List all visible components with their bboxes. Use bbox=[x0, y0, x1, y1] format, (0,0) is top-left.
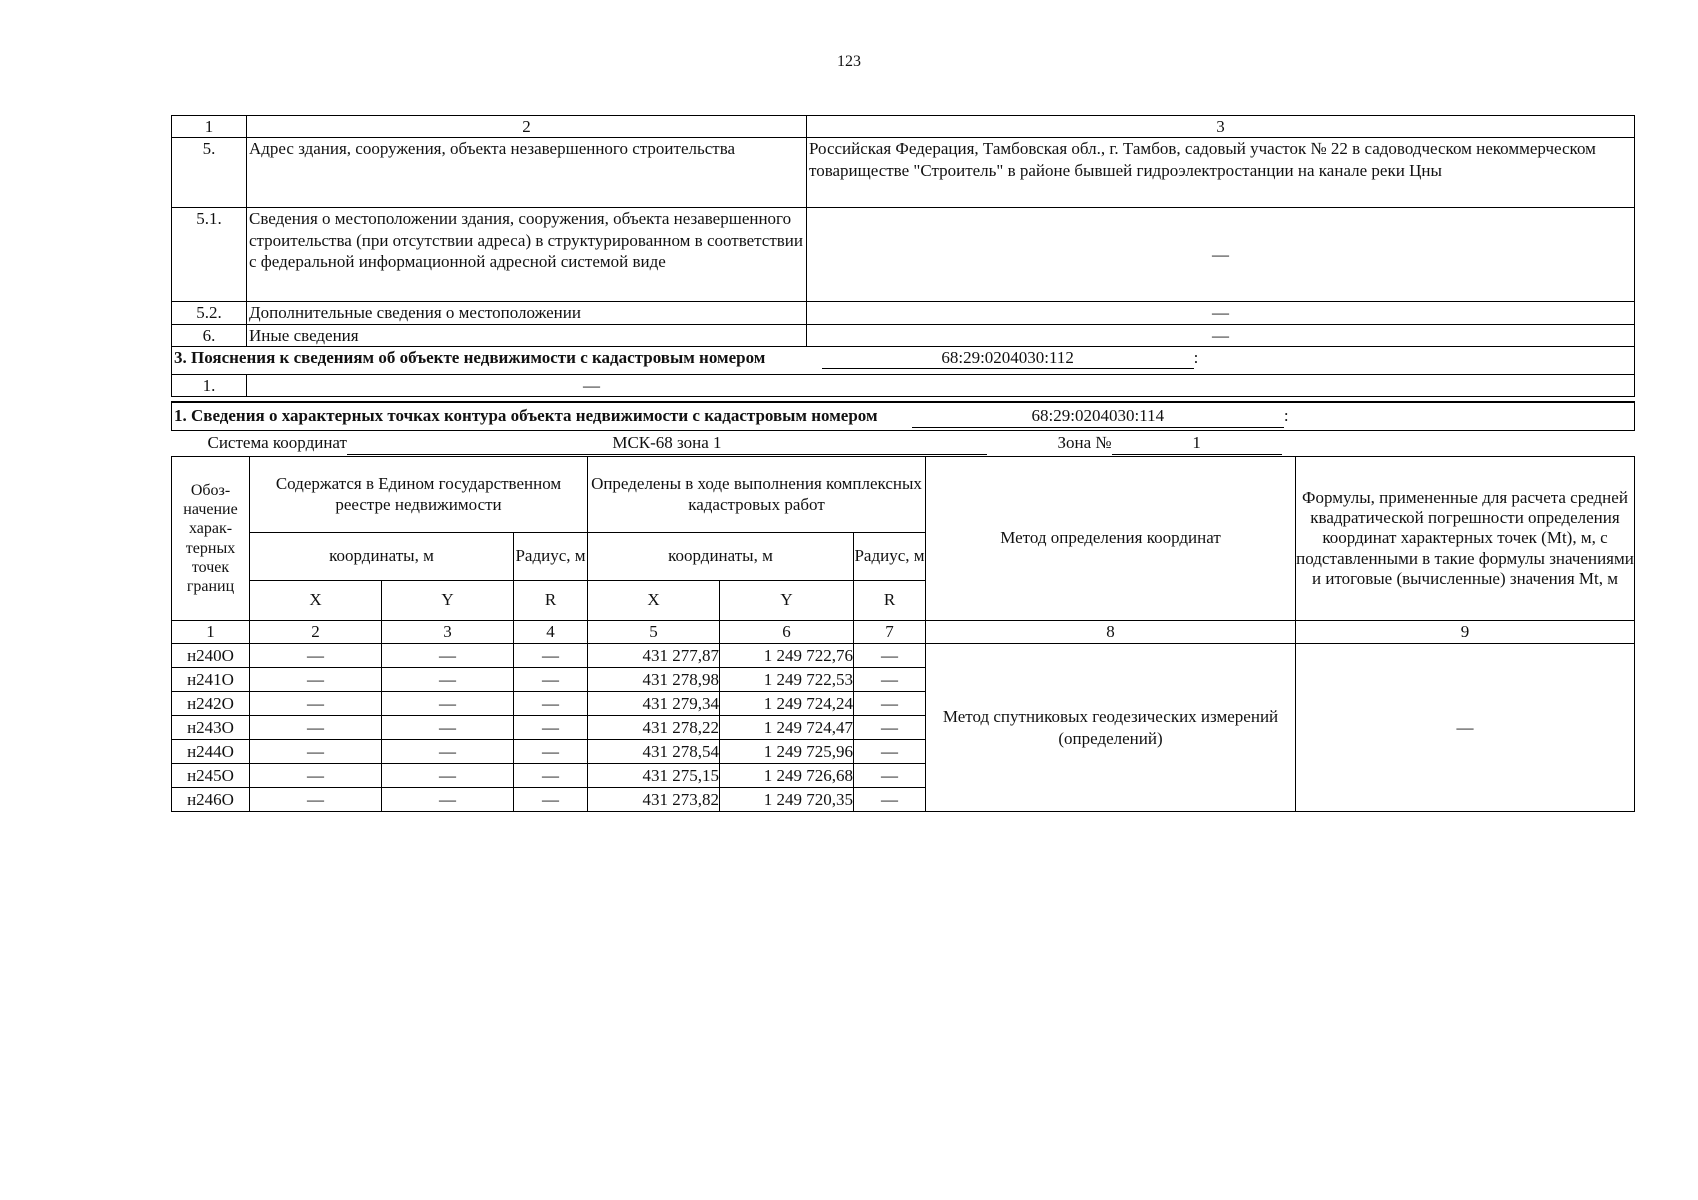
kkr-x: 431 277,87 bbox=[588, 644, 720, 668]
header-formula: Формулы, примененные для расчета средней квадратической погрешности определения координат характерных точек (Mt), м, с подставленными в такие формулы значениями и итоговые (вычисленные) значения Mt, м bbox=[1296, 457, 1635, 621]
section3-row bbox=[172, 374, 1635, 396]
header-r2: R bbox=[854, 581, 926, 621]
kkr-x: 431 278,22 bbox=[588, 716, 720, 740]
egrn-x: — bbox=[250, 740, 382, 764]
egrn-x: — bbox=[250, 788, 382, 812]
egrn-r: — bbox=[514, 692, 588, 716]
section1-title-row bbox=[172, 403, 1635, 431]
column-number-row bbox=[172, 116, 1635, 138]
row-label: Дополнительные сведения о местоположении bbox=[247, 302, 807, 324]
egrn-y: — bbox=[382, 644, 514, 668]
header-egrn: Содержатся в Едином государственном реестре недвижимости bbox=[250, 457, 588, 533]
kkr-x: 431 278,54 bbox=[588, 740, 720, 764]
row-num: 6. bbox=[172, 324, 247, 346]
colnum: 1 bbox=[172, 621, 250, 644]
coordinate-system-label: Система координат bbox=[207, 433, 347, 453]
kkr-x: 431 279,34 bbox=[588, 692, 720, 716]
coord-column-numbers bbox=[172, 621, 1635, 644]
kkr-x: 431 278,98 bbox=[588, 668, 720, 692]
row-num: 5.2. bbox=[172, 302, 247, 324]
header-method: Метод определения координат bbox=[926, 457, 1296, 621]
section1-suffix: : bbox=[1283, 406, 1289, 426]
col-num-1: 1 bbox=[172, 116, 247, 138]
colnum: 4 bbox=[514, 621, 588, 644]
row-value: Российская Федерация, Тамбовская обл., г. Тамбов, садовый участок № 22 в садоводческом некоммерческом товариществе "Строитель" в районе бывшей гидроэлектростанции на канале реки Цны bbox=[807, 138, 1635, 208]
point-id: н243О bbox=[172, 716, 250, 740]
header-egrn-coords: координаты, м bbox=[250, 533, 514, 581]
page-number: 123 bbox=[837, 53, 861, 70]
table-row bbox=[172, 644, 1635, 668]
coordinates-table bbox=[171, 402, 1635, 812]
egrn-r: — bbox=[514, 764, 588, 788]
coordinate-system-row bbox=[172, 431, 1635, 457]
kkr-r: — bbox=[854, 644, 926, 668]
colnum: 3 bbox=[382, 621, 514, 644]
kkr-r: — bbox=[854, 788, 926, 812]
egrn-r: — bbox=[514, 740, 588, 764]
egrn-x: — bbox=[250, 716, 382, 740]
zone-value: 1 bbox=[1112, 432, 1282, 454]
row-address bbox=[172, 138, 1635, 208]
section3-cadastral-number: 68:29:0204030:112 bbox=[822, 347, 1194, 369]
header-kkr-radius: Радиус, м bbox=[854, 533, 926, 581]
colnum: 2 bbox=[250, 621, 382, 644]
kkr-x: 431 273,82 bbox=[588, 788, 720, 812]
egrn-r: — bbox=[514, 788, 588, 812]
row-value: — bbox=[807, 302, 1635, 324]
formula-value: — bbox=[1296, 644, 1635, 812]
document-frame bbox=[171, 115, 1635, 812]
row-label: Иные сведения bbox=[247, 324, 807, 346]
header-egrn-radius: Радиус, м bbox=[514, 533, 588, 581]
colnum: 6 bbox=[720, 621, 854, 644]
egrn-y: — bbox=[382, 716, 514, 740]
header-x2: X bbox=[588, 581, 720, 621]
coordinate-system-cell bbox=[172, 431, 1635, 457]
method-value: Метод спутниковых геодезических измерений (определений) bbox=[926, 644, 1296, 812]
point-id: н240О bbox=[172, 644, 250, 668]
row-location bbox=[172, 208, 1635, 302]
header-y2: Y bbox=[720, 581, 854, 621]
egrn-x: — bbox=[250, 692, 382, 716]
colnum: 5 bbox=[588, 621, 720, 644]
kkr-x: 431 275,15 bbox=[588, 764, 720, 788]
section3-title-row bbox=[172, 346, 1635, 374]
point-id: н245О bbox=[172, 764, 250, 788]
address-table bbox=[171, 115, 1635, 397]
point-id: н246О bbox=[172, 788, 250, 812]
kkr-y: 1 249 725,96 bbox=[720, 740, 854, 764]
row-label: Адрес здания, сооружения, объекта незавершенного строительства bbox=[247, 138, 807, 208]
row-value: — bbox=[247, 374, 1635, 396]
header-x1: X bbox=[250, 581, 382, 621]
egrn-r: — bbox=[514, 644, 588, 668]
colnum: 9 bbox=[1296, 621, 1635, 644]
egrn-x: — bbox=[250, 644, 382, 668]
kkr-r: — bbox=[854, 692, 926, 716]
kkr-r: — bbox=[854, 764, 926, 788]
egrn-y: — bbox=[382, 668, 514, 692]
row-extra-location bbox=[172, 302, 1635, 324]
kkr-y: 1 249 724,47 bbox=[720, 716, 854, 740]
kkr-r: — bbox=[854, 716, 926, 740]
coordinate-system-value: МСК-68 зона 1 bbox=[347, 432, 987, 454]
col-num-3: 3 bbox=[807, 116, 1635, 138]
kkr-r: — bbox=[854, 740, 926, 764]
egrn-x: — bbox=[250, 764, 382, 788]
kkr-y: 1 249 720,35 bbox=[720, 788, 854, 812]
header-r1: R bbox=[514, 581, 588, 621]
colnum: 7 bbox=[854, 621, 926, 644]
zone-label: Зона № bbox=[1057, 433, 1112, 453]
section1-cadastral-number: 68:29:0204030:114 bbox=[912, 405, 1284, 427]
kkr-y: 1 249 722,53 bbox=[720, 668, 854, 692]
row-value: — bbox=[807, 324, 1635, 346]
section1-title-cell bbox=[172, 403, 1635, 431]
coord-header-row-1 bbox=[172, 457, 1635, 533]
egrn-y: — bbox=[382, 764, 514, 788]
header-point-designation: Обоз-начение харак-терных точек границ bbox=[172, 457, 250, 621]
section3-title: 3. Пояснения к сведениям об объекте недвижимости с кадастровым номером bbox=[174, 347, 766, 367]
egrn-y: — bbox=[382, 740, 514, 764]
header-kkr-coords: координаты, м bbox=[588, 533, 854, 581]
egrn-y: — bbox=[382, 788, 514, 812]
row-label: Сведения о местоположении здания, сооружения, объекта незавершенного строительства (при отсутствии адреса) в структурированном в соответствии с федеральной информационной адресной системой виде bbox=[247, 208, 807, 302]
header-y1: Y bbox=[382, 581, 514, 621]
header-kkr: Определены в ходе выполнения комплексных кадастровых работ bbox=[588, 457, 926, 533]
point-id: н242О bbox=[172, 692, 250, 716]
section3-suffix: : bbox=[1193, 347, 1199, 367]
point-id: н241О bbox=[172, 668, 250, 692]
col-num-2: 2 bbox=[247, 116, 807, 138]
row-value: — bbox=[807, 208, 1635, 302]
kkr-y: 1 249 722,76 bbox=[720, 644, 854, 668]
row-num: 5.1. bbox=[172, 208, 247, 302]
colnum: 8 bbox=[926, 621, 1296, 644]
egrn-y: — bbox=[382, 692, 514, 716]
kkr-y: 1 249 724,24 bbox=[720, 692, 854, 716]
kkr-y: 1 249 726,68 bbox=[720, 764, 854, 788]
egrn-x: — bbox=[250, 668, 382, 692]
section1-title: 1. Сведения о характерных точках контура объекта недвижимости с кадастровым номером bbox=[174, 406, 878, 426]
egrn-r: — bbox=[514, 716, 588, 740]
kkr-r: — bbox=[854, 668, 926, 692]
row-num: 5. bbox=[172, 138, 247, 208]
point-id: н244О bbox=[172, 740, 250, 764]
row-other bbox=[172, 324, 1635, 346]
egrn-r: — bbox=[514, 668, 588, 692]
row-num: 1. bbox=[172, 374, 247, 396]
section3-title-cell bbox=[172, 346, 1635, 374]
